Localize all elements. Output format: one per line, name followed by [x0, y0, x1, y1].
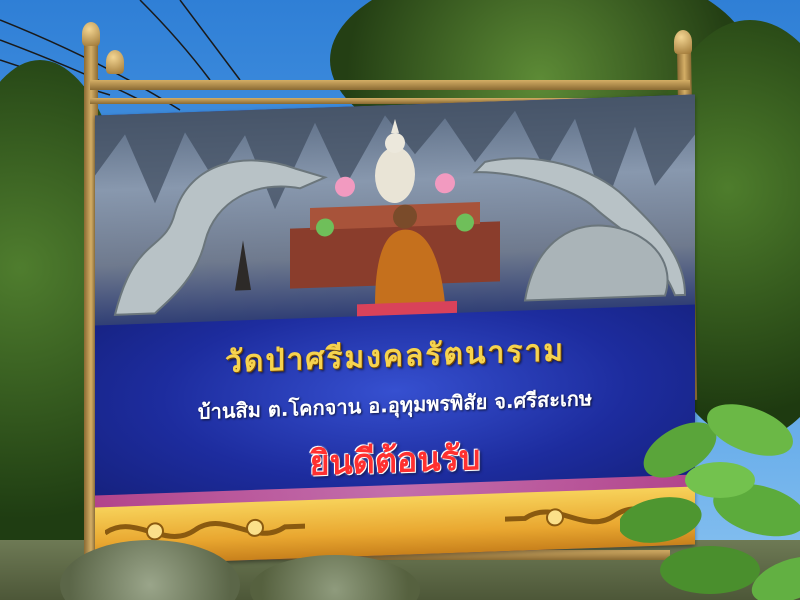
banner-photo [95, 95, 695, 331]
welcome-text: ยินดีต้อนรับ [309, 438, 481, 484]
frame-finial [674, 30, 692, 54]
leafy-plant [620, 390, 800, 600]
temple-address: บ้านสิม ต.โคกจาน อ.อุทุมพรพิสัย จ.ศรีสะเกษ [197, 386, 593, 424]
temple-name-title: วัดป่าศรีมงคลรัตนาราม [225, 333, 565, 380]
frame-rail-top [90, 80, 690, 90]
welcome-banner [95, 95, 695, 566]
frame-finial [82, 22, 100, 46]
frame-finial [106, 50, 124, 74]
